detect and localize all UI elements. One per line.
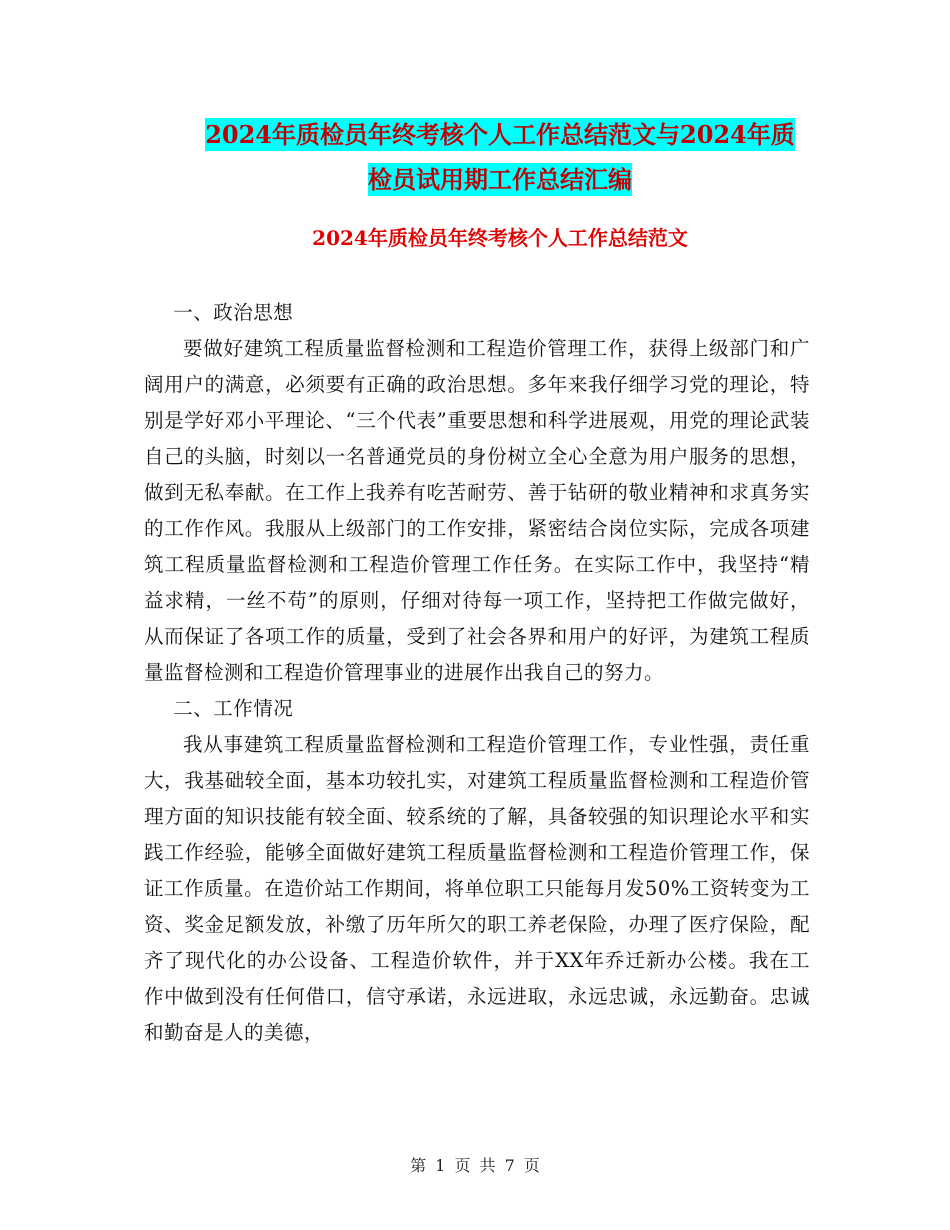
- main-title: [100, 112, 900, 202]
- main-title-line-2-text: 检员试用期工作总结汇编: [368, 165, 632, 194]
- page-number-footer: 第 1 页 共 7 页: [410, 1156, 540, 1175]
- section-title: 2024年质检员年终考核个人工作总结范文: [312, 226, 688, 250]
- paragraph-2: 我从事建筑工程质量监督检测和工程造价管理工作，专业性强，责任重大，我基础较全面，基本功较扎实，对建筑工程质量监督检测和工程造价管理方面的知识技能有较全面、较系统的了解，具备较强的知识理论水平和实践工作经验，能够全面做好建筑工程质量监督检测和工程造价管理工作，保证工作质量。在造价站工作期间，将单位职工只能每月发50%工资转变为工资、奖金足额发放，补缴了历年所欠的职工养老保险，办理了医疗保险，配齐了现代化的办公设备、工程造价软件，并于XX年乔迁新办公楼。我在工作中做到没有任何借口，信守承诺，永远进取，永远忠诚，永远勤奋。忠诚和勤奋是人的美德，: [144, 733, 810, 1044]
- section-heading-1: 一、政治思想: [173, 301, 294, 324]
- paragraph-1: 要做好建筑工程质量监督检测和工程造价管理工作，获得上级部门和广阔用户的满意，必须要有正确的政治思想。多年来我仔细学习党的理论，特别是学好邓小平理论、“三个代表”重要思想和科学进展观，用党的理论武装自己的头脑，时刻以一名普通党员的身份树立全心全意为用户服务的思想，做到无私奉献。在工作上我养有吃苦耐劳、善于钻研的敬业精神和求真务实的工作作风。我服从上级部门的工作安排，紧密结合岗位实际，完成各项建筑工程质量监督检测和工程造价管理工作任务。在实际工作中，我坚持“精益求精，一丝不苟”的原则，仔细对待每一项工作，坚持把工作做完做好，从而保证了各项工作的质量，受到了社会各界和用户的好评，为建筑工程质量监督检测和工程造价管理事业的进展作出我自己的努力。: [144, 337, 810, 684]
- body-text: [144, 295, 810, 1051]
- main-title-line-2: [100, 157, 900, 202]
- main-title-line-1-text: 2024年质检员年终考核个人工作总结范文与2024年质: [205, 120, 795, 149]
- main-title-line-1: [100, 112, 900, 157]
- section-heading-2: 二、工作情况: [173, 697, 294, 720]
